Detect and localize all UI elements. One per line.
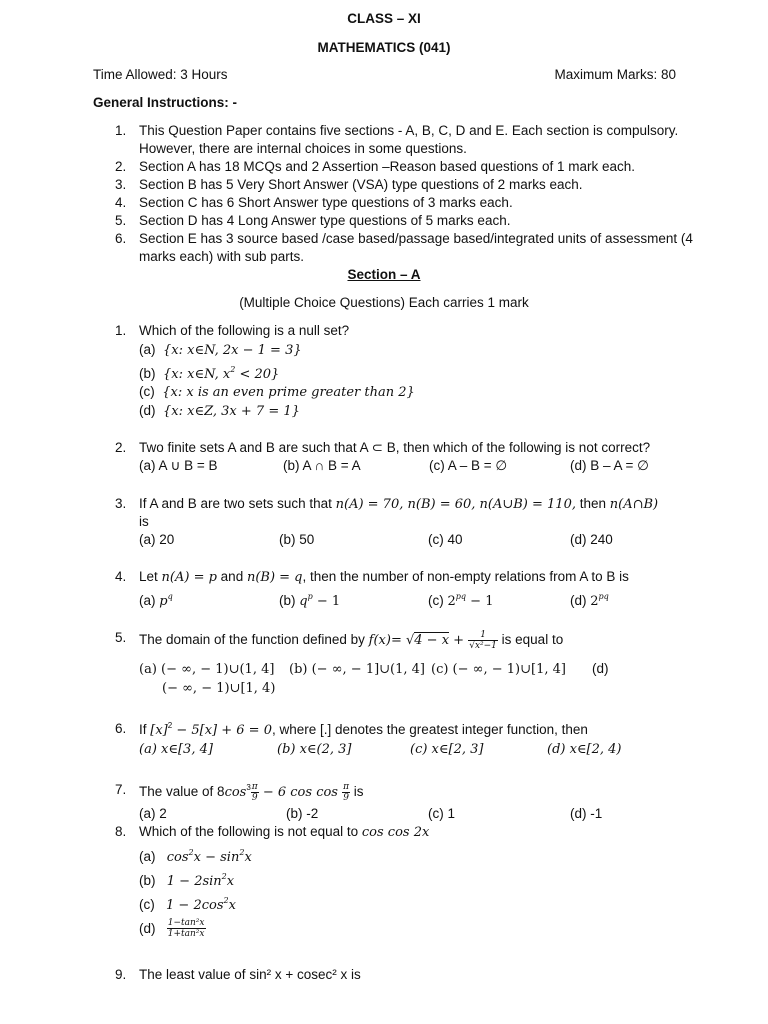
option-math: {x: x∈N, x <box>163 367 231 382</box>
question-text: , where [.] denotes the greatest integer function, then <box>271 722 588 737</box>
instruction-text: Section E has 3 source based /case based/passage based/integrated units of assessment (4 <box>139 231 693 246</box>
question-text: Which of the following is a null set? <box>139 323 350 338</box>
question-number: 9. <box>115 967 127 982</box>
denominator: 9 <box>251 793 258 803</box>
option-label: (d) <box>570 593 591 608</box>
option-a: (a) x∈[3, 4] <box>139 742 213 757</box>
question-text: The value of 8 <box>139 784 225 800</box>
option-c: (c) x∈[2, 3] <box>410 742 484 757</box>
numerator: 1 <box>468 630 498 641</box>
option-label: (c) <box>428 593 448 608</box>
question-number: 6. <box>115 721 127 736</box>
option-math: < 20} <box>235 367 280 382</box>
question-math: cos <box>224 785 247 801</box>
section-title: Section – A <box>347 267 421 282</box>
question-math: f(x)= <box>368 633 406 649</box>
question-text: The domain of the function defined by <box>139 632 369 648</box>
instruction-number: 5. <box>115 213 127 228</box>
option-c <box>139 384 415 400</box>
fraction: $\frac{1}{\text{√x²−1}}$ <box>469 630 497 651</box>
option-math: {x: x is an even prime greater than 2} <box>162 385 415 400</box>
question-math: cos cos 2x <box>361 825 430 840</box>
option-d <box>139 918 206 939</box>
option-a: (a) $\cos^2x - \sin^2x$ <box>139 848 252 865</box>
option-a <box>139 592 173 609</box>
exponent: 3 <box>246 783 251 793</box>
instruction-text: Section B has 5 Very Short Answer (VSA) type questions of 2 marks each. <box>139 177 583 192</box>
option-d-label: (d) <box>592 661 609 676</box>
instruction-number: 2. <box>115 159 127 174</box>
denominator: 1+tan²x <box>167 929 205 939</box>
option-label: (b) <box>279 593 300 608</box>
option-d <box>139 403 300 419</box>
question-math: n(A∩B) <box>609 497 659 512</box>
instruction-number: 3. <box>115 177 127 192</box>
instruction-text: marks each) with sub parts. <box>139 249 305 264</box>
question-text: Which of the following is not equal to <box>139 824 362 839</box>
instruction-number: 6. <box>115 231 127 246</box>
question-text: , then the number of non-empty relations from A to B is <box>302 569 629 584</box>
option-a: (a) (− ∞, − 1)∪(1, 4] <box>139 662 275 677</box>
option-d: (d) B – A = ∅ <box>570 458 649 473</box>
option-math: q <box>299 594 308 609</box>
option-label: (a) <box>139 849 156 864</box>
denominator: x²−1 <box>474 641 497 651</box>
question-math: n(A) = 70, n(B) = 60, n(A∪B) = 110, <box>335 497 576 512</box>
option-label: (c) <box>139 897 155 912</box>
question-text: Let <box>139 569 162 584</box>
option-label: (d) <box>139 921 156 936</box>
fraction <box>342 782 350 803</box>
option-b: (b) -2 <box>286 806 319 821</box>
question-text: Two finite sets A and B are such that A ⊂ B, then which of the following is not correct? <box>139 440 651 455</box>
question-number: 4. <box>115 569 127 584</box>
option-a: (a) 2 <box>139 806 167 821</box>
instruction-text: Section C has 6 Short Answer type questions of 3 marks each. <box>139 195 513 210</box>
option-label: (b) <box>139 366 156 381</box>
numerator: π <box>251 782 258 792</box>
question-text: If <box>139 722 151 737</box>
general-instructions-title: General Instructions: - <box>93 95 238 110</box>
instruction-number: 4. <box>115 195 127 210</box>
option-b <box>139 365 279 382</box>
option-b <box>279 592 340 609</box>
instruction-number: 1. <box>115 123 127 138</box>
option-c <box>428 592 493 609</box>
question-math: n(B) = q <box>246 570 303 585</box>
option-c: (c) 40 <box>428 532 463 547</box>
option-d: (d) -1 <box>570 806 603 821</box>
option-b: (b) (− ∞, − 1]∪(1, 4] <box>289 662 425 677</box>
question-text: The least value of sin² x + cosec² x is <box>139 967 361 982</box>
option-a: (a) A ∪ B = B <box>139 458 218 473</box>
instruction-text: Section D has 4 Long Answer type questions of 5 marks each. <box>139 213 511 228</box>
exponent: 2 <box>230 365 236 374</box>
question-text: If A and B are two sets such that <box>139 496 336 511</box>
question-number: 3. <box>115 496 127 511</box>
question-math: [x] <box>150 723 168 738</box>
question-text: then <box>575 496 610 511</box>
exponent: pq <box>598 592 609 601</box>
option-c: (c) $1 - 2\cos^2x$ <box>139 896 236 913</box>
question-number: 8. <box>115 824 127 839</box>
option-d: (d) 240 <box>570 532 613 547</box>
option-b: (b) $1 - 2\sin^2x$ <box>139 872 235 889</box>
option-label: (a) <box>139 342 156 357</box>
question-number: 5. <box>115 630 127 645</box>
question-text: is equal to <box>497 632 564 648</box>
exponent: 2 <box>167 721 173 730</box>
subject-heading: MATHEMATICS (041) <box>317 40 451 55</box>
exponent: p <box>307 592 313 601</box>
class-heading: CLASS – XI <box>347 11 421 26</box>
instruction-text: Section A has 18 MCQs and 2 Assertion –Reason based questions of 1 mark each. <box>139 159 636 174</box>
option-c: (c) 1 <box>428 806 455 821</box>
instruction-text: This Question Paper contains five sections - A, B, C, D and E. Each section is compulsory. <box>139 123 679 138</box>
option-math: p <box>159 594 168 609</box>
option-c: (c) A – B = ∅ <box>429 458 508 473</box>
option-a: (a) 20 <box>139 532 175 547</box>
question-math: − 5[x] + 6 = 0 <box>172 723 272 738</box>
question-text-continued: is <box>139 514 149 529</box>
option-b: (b) x∈(2, 3] <box>277 742 352 757</box>
option-math: {x: x∈Z, 3x + 7 = 1} <box>163 404 300 419</box>
exponent: pq <box>455 592 467 601</box>
exponent: q <box>167 592 173 601</box>
question-math: n(A) = p <box>161 570 217 585</box>
question-text: and <box>216 569 247 584</box>
fraction <box>167 918 206 939</box>
question-math: + <box>449 633 469 649</box>
option-c: (c) (− ∞, − 1)∪[1, 4] <box>431 662 566 677</box>
option-label: (c) <box>139 384 155 399</box>
question-number: 2. <box>115 440 127 455</box>
question-number: 7. <box>115 782 127 797</box>
option-math: 2 <box>590 594 599 609</box>
question-math: − 6 cos cos <box>258 785 343 801</box>
question-math: 4 − x <box>414 633 450 649</box>
option-d: (− ∞, − 1)∪[1, 4) <box>162 681 276 696</box>
option-math: − 1 <box>466 594 494 609</box>
option-b: (b) A ∩ B = A <box>283 458 361 473</box>
section-subtitle: (Multiple Choice Questions) Each carries 1 mark <box>239 295 529 310</box>
option-b: (b) 50 <box>279 532 315 547</box>
numerator: π <box>343 782 350 792</box>
option-math: − 1 <box>312 594 341 609</box>
option-a <box>139 342 302 358</box>
option-d: (d) x∈[2, 4) <box>547 742 622 757</box>
instruction-text: However, there are internal choices in some questions. <box>139 141 467 156</box>
question-text: is <box>350 784 364 800</box>
option-d <box>570 592 609 609</box>
fraction <box>251 782 259 803</box>
denominator: 9 <box>343 793 349 803</box>
option-math: {x: x∈N, 2x − 1 = 3} <box>163 343 302 358</box>
time-allowed: Time Allowed: 3 Hours <box>93 67 228 82</box>
option-math: 2 <box>447 594 456 609</box>
maximum-marks: Maximum Marks: 80 <box>554 67 676 82</box>
option-label: (b) <box>139 873 156 888</box>
numerator: 1−tan²x <box>167 918 205 928</box>
question-number: 1. <box>115 323 127 338</box>
option-label: (d) <box>139 403 156 418</box>
option-label: (a) <box>139 593 160 608</box>
